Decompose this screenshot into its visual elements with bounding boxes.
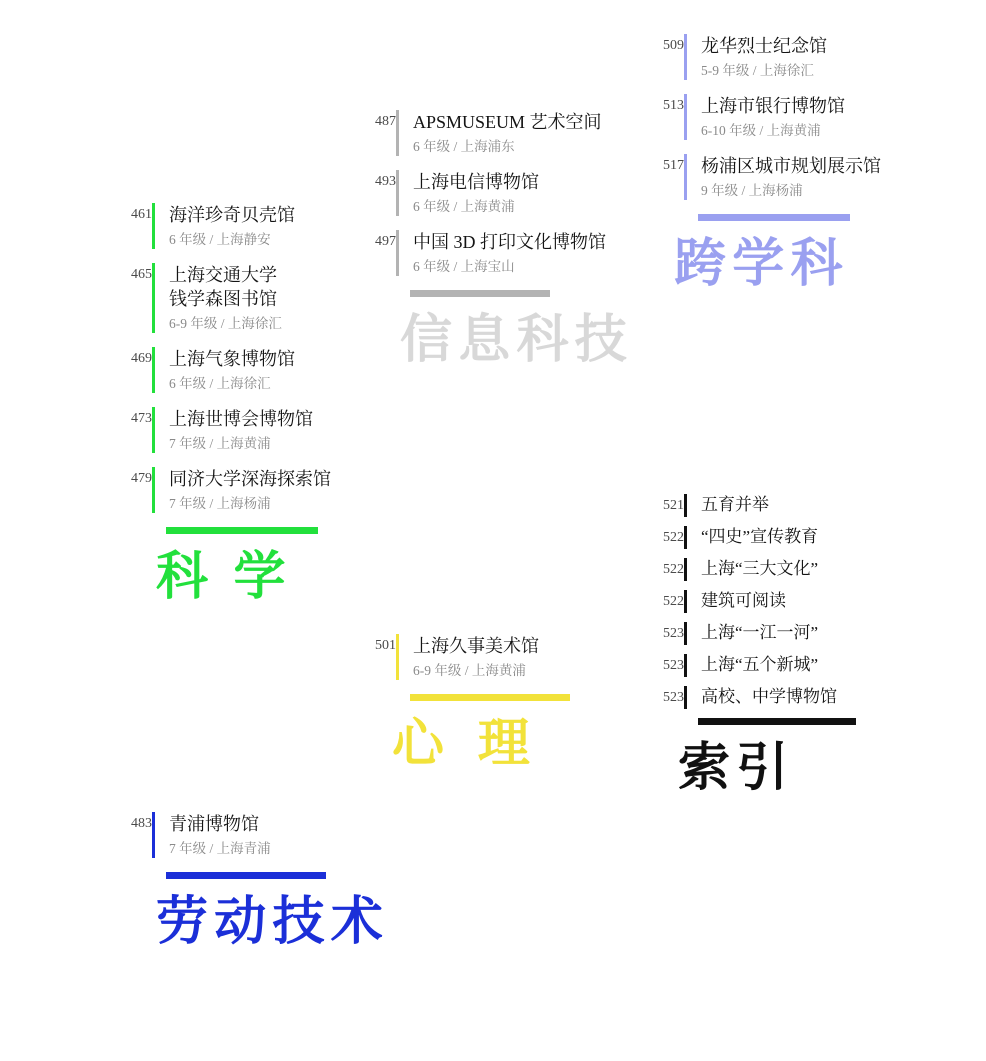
entry-page-number: 523 bbox=[663, 657, 684, 673]
entry-body bbox=[152, 467, 331, 513]
entry-body bbox=[152, 812, 389, 858]
entry-page-number: 497 bbox=[375, 233, 396, 249]
group-label-interdisciplinary: 跨学科 bbox=[674, 235, 849, 293]
group-underline bbox=[410, 694, 570, 701]
entry-title: 上海“三大文化” bbox=[701, 558, 819, 578]
list-item[interactable] bbox=[108, 347, 331, 393]
entry-subtitle: 5-9 年级 / 上海徐汇 bbox=[701, 63, 814, 79]
entry-body bbox=[684, 94, 881, 140]
entry-page-number: 487 bbox=[375, 114, 396, 129]
group-label-labor: 劳动技术 bbox=[156, 893, 389, 951]
entry-title: “四史”宣传教育 bbox=[701, 526, 819, 546]
entry-body bbox=[152, 203, 331, 249]
entry-page-number: 517 bbox=[663, 157, 684, 173]
entry-subtitle: 7 年级 / 上海杨浦 bbox=[169, 495, 271, 511]
list-item[interactable] bbox=[108, 407, 331, 453]
entry-body bbox=[684, 622, 856, 645]
entry-title: 同济大学深海探索馆 bbox=[169, 468, 331, 489]
entry-body bbox=[684, 526, 856, 549]
entry-page-number: 513 bbox=[663, 97, 684, 113]
group-label-science: 科 学 bbox=[156, 548, 292, 606]
entry-title: 建筑可阅读 bbox=[701, 590, 786, 610]
entry-body bbox=[152, 263, 331, 333]
entry-page-number: 523 bbox=[663, 689, 684, 705]
list-item[interactable] bbox=[108, 263, 331, 333]
entry-title: 上海“五个新城” bbox=[701, 654, 819, 674]
list-item[interactable] bbox=[640, 654, 856, 677]
entry-subtitle: 6 年级 / 上海静安 bbox=[169, 232, 271, 248]
entry-title: APSMUSEUM 艺术空间 bbox=[413, 112, 602, 132]
entry-subtitle: 6-10 年级 / 上海黄浦 bbox=[701, 123, 821, 139]
group-underline bbox=[166, 872, 326, 879]
entry-list-labor bbox=[108, 812, 389, 858]
list-item[interactable] bbox=[640, 590, 856, 613]
list-item[interactable] bbox=[352, 230, 633, 276]
group-underline bbox=[410, 290, 550, 297]
entry-page-number: 522 bbox=[663, 593, 684, 609]
entry-subtitle: 7 年级 / 上海黄浦 bbox=[169, 436, 271, 452]
entry-page-number: 509 bbox=[663, 38, 684, 53]
group-psychology bbox=[352, 634, 570, 771]
entry-body bbox=[396, 110, 633, 156]
entry-list-science bbox=[108, 203, 331, 513]
entry-subtitle: 6-9 年级 / 上海徐汇 bbox=[169, 316, 282, 332]
entry-body bbox=[396, 230, 633, 276]
entry-body bbox=[396, 634, 570, 680]
entry-title: 中国 3D 打印文化博物馆 bbox=[413, 231, 606, 252]
list-item[interactable] bbox=[108, 467, 331, 513]
list-item[interactable] bbox=[352, 110, 633, 156]
entry-body bbox=[152, 347, 331, 393]
entry-body bbox=[684, 494, 856, 517]
entry-list-psychology bbox=[352, 634, 570, 680]
group-interdisciplinary bbox=[640, 34, 881, 291]
entry-body bbox=[684, 590, 856, 613]
entry-body bbox=[152, 407, 331, 453]
entry-title: 龙华烈士纪念馆 bbox=[701, 36, 827, 56]
entry-page-number: 501 bbox=[375, 638, 396, 653]
entry-subtitle: 6 年级 / 上海徐汇 bbox=[169, 376, 271, 392]
entry-page-number: 493 bbox=[375, 173, 396, 189]
entry-page-number: 522 bbox=[663, 529, 684, 545]
entry-body bbox=[684, 558, 856, 581]
list-item[interactable] bbox=[640, 686, 856, 709]
group-science bbox=[108, 203, 331, 604]
entry-title: 海洋珍奇贝壳馆 bbox=[169, 205, 295, 225]
entry-title: 上海气象博物馆 bbox=[169, 348, 295, 369]
entry-page-number: 521 bbox=[663, 498, 684, 513]
entry-body bbox=[396, 170, 633, 216]
entry-page-number: 479 bbox=[131, 470, 152, 486]
entry-title: 上海电信博物馆 bbox=[413, 171, 539, 192]
entry-page-number: 473 bbox=[131, 410, 152, 426]
group-underline bbox=[698, 214, 850, 221]
entry-subtitle: 6 年级 / 上海宝山 bbox=[413, 258, 515, 274]
entry-subtitle: 7 年级 / 上海青浦 bbox=[169, 841, 271, 857]
entry-page-number: 465 bbox=[131, 266, 152, 282]
entry-title: 杨浦区城市规划展示馆 bbox=[701, 155, 881, 176]
entry-title-line1: 上海交通大学 bbox=[169, 264, 277, 285]
entry-title: 青浦博物馆 bbox=[169, 814, 259, 834]
group-infotech bbox=[352, 110, 633, 367]
entry-page-number: 523 bbox=[663, 625, 684, 641]
entry-page-number: 483 bbox=[131, 816, 152, 831]
entry-list-index bbox=[640, 494, 856, 709]
entry-title: 五育并举 bbox=[701, 495, 769, 514]
group-label-infotech: 信息科技 bbox=[400, 311, 633, 369]
entry-list-infotech bbox=[352, 110, 633, 276]
list-item[interactable] bbox=[640, 622, 856, 645]
group-underline bbox=[698, 718, 856, 725]
entry-page-number: 461 bbox=[131, 207, 152, 222]
group-label-index: 索引 bbox=[678, 739, 795, 797]
list-item[interactable] bbox=[640, 558, 856, 581]
list-item[interactable] bbox=[640, 34, 881, 80]
group-underline bbox=[166, 527, 318, 534]
entry-page-number: 522 bbox=[663, 561, 684, 577]
entry-subtitle: 6 年级 / 上海浦东 bbox=[413, 139, 515, 155]
list-item[interactable] bbox=[640, 94, 881, 140]
entry-page-number: 469 bbox=[131, 350, 152, 366]
list-item[interactable] bbox=[640, 526, 856, 549]
entry-body bbox=[684, 686, 856, 709]
entry-body bbox=[684, 154, 881, 200]
list-item[interactable] bbox=[352, 634, 570, 680]
entry-body bbox=[684, 654, 856, 677]
list-item[interactable] bbox=[108, 812, 389, 858]
list-item[interactable] bbox=[640, 494, 856, 517]
entry-title: 上海“一江一河” bbox=[701, 622, 819, 642]
entry-title: 上海世博会博物馆 bbox=[169, 408, 313, 429]
group-labor bbox=[108, 812, 389, 949]
list-item[interactable] bbox=[640, 154, 881, 200]
entry-title: 上海市银行博物馆 bbox=[701, 95, 845, 116]
entry-body bbox=[684, 34, 881, 80]
entry-title-line2: 钱学森图书馆 bbox=[169, 289, 277, 310]
entry-title: 高校、中学博物馆 bbox=[701, 686, 837, 706]
entry-subtitle: 6 年级 / 上海黄浦 bbox=[413, 199, 515, 215]
entry-list-interdisciplinary bbox=[640, 34, 881, 200]
entry-subtitle: 9 年级 / 上海杨浦 bbox=[701, 182, 803, 198]
entry-title: 上海久事美术馆 bbox=[413, 636, 539, 656]
list-item[interactable] bbox=[352, 170, 633, 216]
group-label-psychology: 心 理 bbox=[392, 715, 541, 773]
list-item[interactable] bbox=[108, 203, 331, 249]
group-index bbox=[640, 494, 856, 795]
entry-subtitle: 6-9 年级 / 上海黄浦 bbox=[413, 663, 526, 679]
